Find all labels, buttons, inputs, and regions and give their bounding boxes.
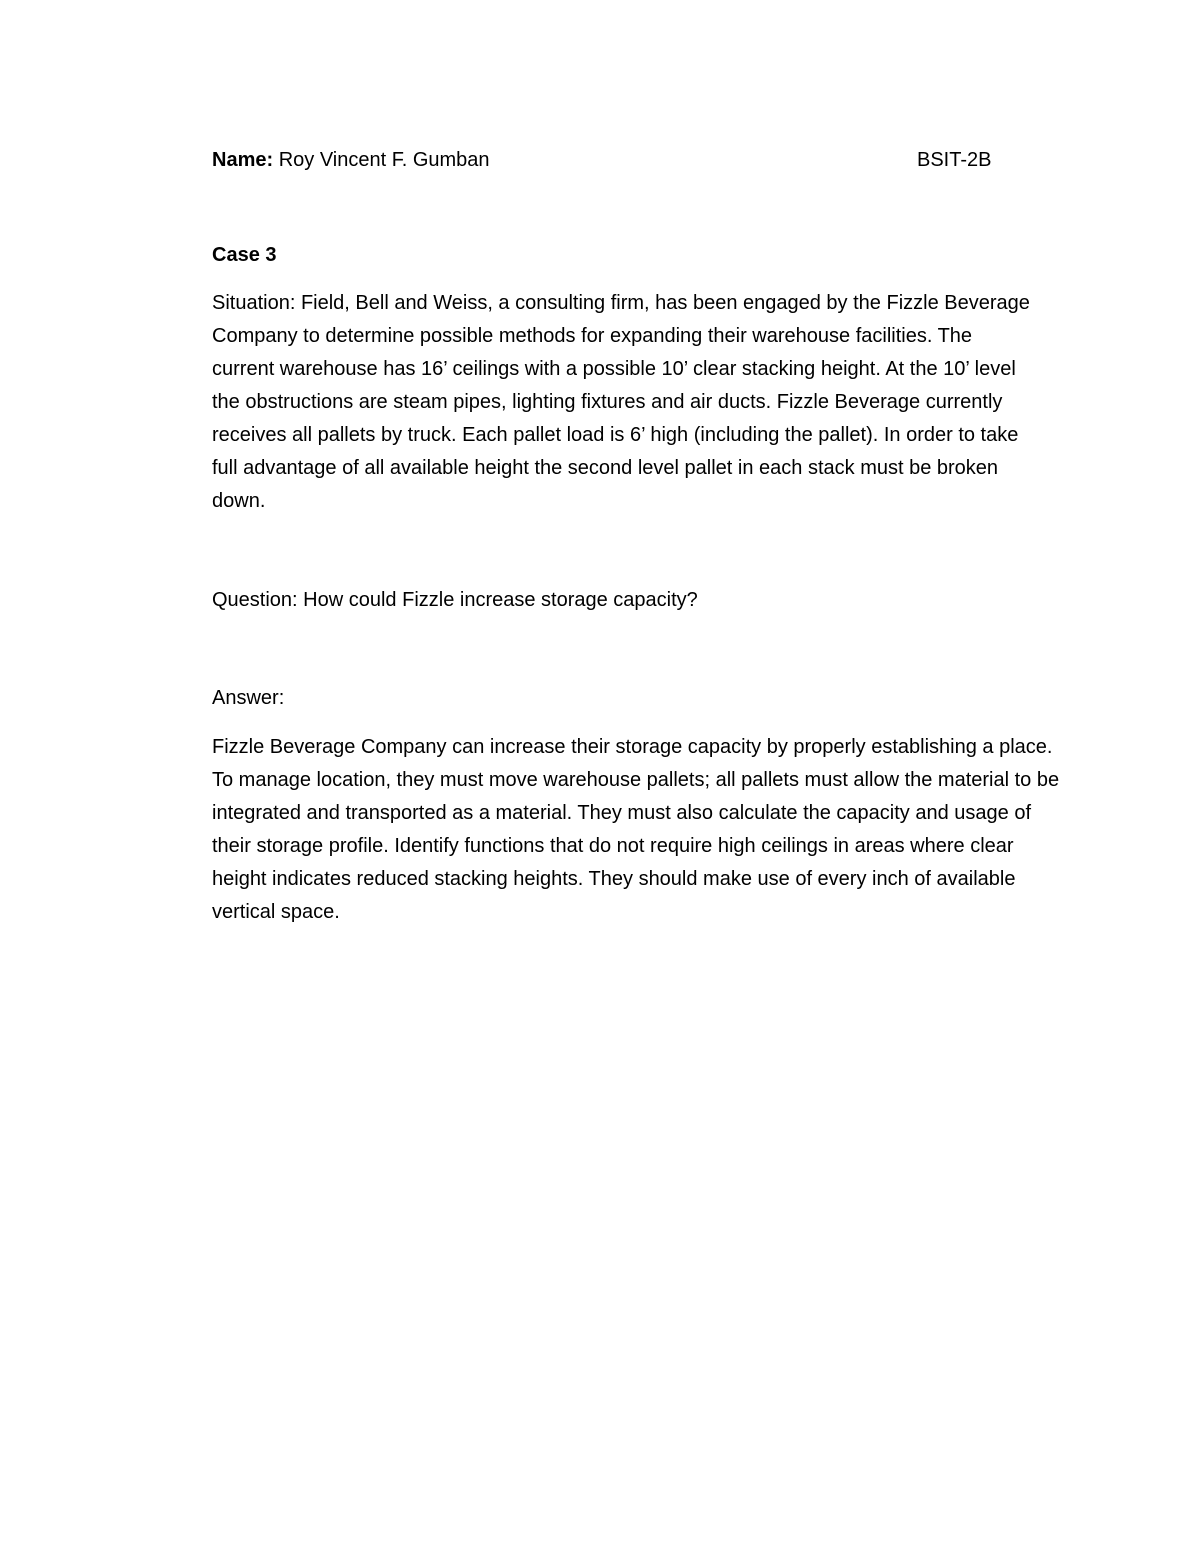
answer-label: Answer: [212, 687, 285, 709]
name-label: Name: [212, 149, 274, 171]
header-line [212, 144, 1072, 177]
document-body [212, 144, 1072, 929]
answer-paragraph: Fizzle Beverage Company can increase their storage capacity by properly establishing a place. To manage location, they must move warehouse pallets; all pallets must allow the material to be integrated and transported as a material. They must also calculate the capacity and usage of their storage profile. Identify functions that do not require high ceilings in areas where clear height indicates reduced stacking heights. They should make use of every inch of available vertical space. [212, 736, 1060, 923]
student-name: Roy Vincent F. Gumban [273, 149, 490, 171]
section-code: BSIT-2B [917, 149, 992, 171]
case-title: Case 3 [212, 244, 277, 266]
question-text: Question: How could Fizzle increase storage capacity? [212, 589, 698, 611]
situation-paragraph: Situation: Field, Bell and Weiss, a consulting firm, has been engaged by the Fizzle Beverage Company to determine possible methods for expanding their warehouse facilities. The current warehouse has 16’ ceilings with a possible 10’ clear stacking height. At the 10’ level the obstructions are steam pipes, lighting fixtures and air ducts. Fizzle Beverage currently receives all pallets by truck. Each pallet load is 6’ high (including the pallet). In order to take full advantage of all available height the second level pallet in each stack must be broken down. [212, 292, 1030, 512]
